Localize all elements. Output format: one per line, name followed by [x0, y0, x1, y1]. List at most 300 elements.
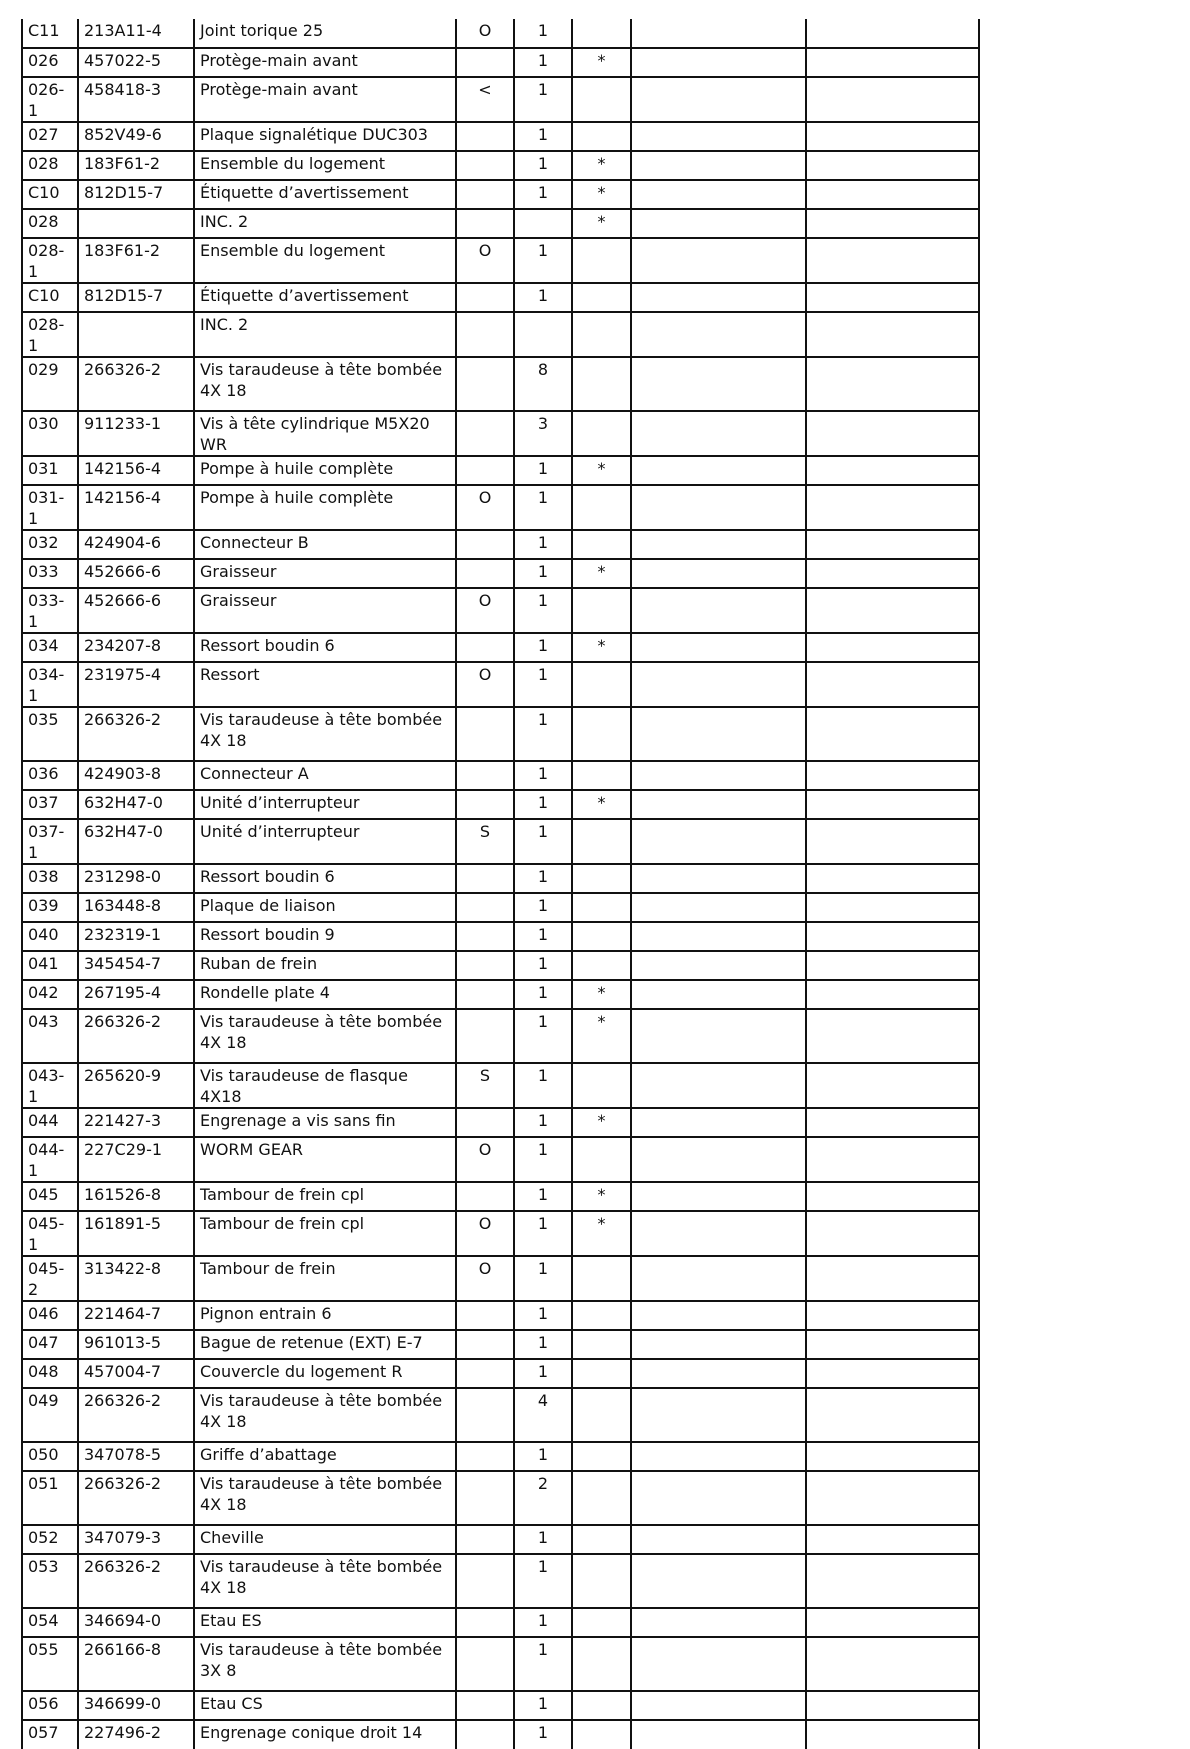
- part-number-cell: 812D15-7: [78, 180, 194, 209]
- note-cell: [456, 456, 514, 485]
- flag-cell: [572, 1330, 631, 1359]
- table-row: [22, 761, 979, 790]
- flag-cell: [572, 1720, 631, 1749]
- table-row: [22, 588, 979, 633]
- item-code-cell: 045-1: [22, 1211, 78, 1256]
- empty-cell: [631, 180, 806, 209]
- item-code-cell: 028-1: [22, 312, 78, 357]
- item-code-cell: 049: [22, 1388, 78, 1442]
- part-number-cell: 266326-2: [78, 1471, 194, 1525]
- item-code-cell: 051: [22, 1471, 78, 1525]
- empty-cell: [631, 588, 806, 633]
- note-cell: [456, 1330, 514, 1359]
- item-code-cell: 053: [22, 1554, 78, 1608]
- flag-cell: *: [572, 456, 631, 485]
- item-code-cell: 042: [22, 980, 78, 1009]
- empty-cell: [631, 1608, 806, 1637]
- flag-cell: [572, 1063, 631, 1108]
- table-row: [22, 1359, 979, 1388]
- quantity-cell: 1: [514, 922, 572, 951]
- description-cell: Griffe d’abattage: [194, 1442, 456, 1471]
- part-number-cell: 457004-7: [78, 1359, 194, 1388]
- description-cell: Plaque de liaison: [194, 893, 456, 922]
- item-code-cell: 047: [22, 1330, 78, 1359]
- item-code-cell: 030: [22, 411, 78, 456]
- empty-cell: [631, 122, 806, 151]
- empty-cell: [806, 530, 979, 559]
- note-cell: <: [456, 77, 514, 122]
- empty-cell: [631, 1108, 806, 1137]
- empty-cell: [806, 1608, 979, 1637]
- item-code-cell: 045-2: [22, 1256, 78, 1301]
- quantity-cell: 1: [514, 151, 572, 180]
- note-cell: [456, 411, 514, 456]
- part-number-cell: 266326-2: [78, 1388, 194, 1442]
- quantity-cell: 8: [514, 357, 572, 411]
- quantity-cell: 1: [514, 1637, 572, 1691]
- flag-cell: [572, 893, 631, 922]
- flag-cell: *: [572, 48, 631, 77]
- part-number-cell: 266326-2: [78, 357, 194, 411]
- quantity-cell: 1: [514, 1256, 572, 1301]
- item-code-cell: 044: [22, 1108, 78, 1137]
- empty-cell: [806, 790, 979, 819]
- empty-cell: [631, 951, 806, 980]
- table-row: [22, 1525, 979, 1554]
- note-cell: [456, 1691, 514, 1720]
- note-cell: [456, 790, 514, 819]
- part-number-cell: 632H47-0: [78, 819, 194, 864]
- item-code-cell: 027: [22, 122, 78, 151]
- empty-cell: [806, 864, 979, 893]
- empty-cell: [806, 48, 979, 77]
- note-cell: O: [456, 1256, 514, 1301]
- note-cell: [456, 209, 514, 238]
- part-number-cell: 213A11-4: [78, 19, 194, 48]
- note-cell: S: [456, 819, 514, 864]
- note-cell: [456, 1525, 514, 1554]
- description-cell: Vis taraudeuse à tête bombée 4X 18: [194, 1554, 456, 1608]
- description-cell: WORM GEAR: [194, 1137, 456, 1182]
- item-code-cell: C10: [22, 180, 78, 209]
- item-code-cell: 054: [22, 1608, 78, 1637]
- table-row: [22, 48, 979, 77]
- flag-cell: [572, 1301, 631, 1330]
- item-code-cell: 028-1: [22, 238, 78, 283]
- flag-cell: [572, 707, 631, 761]
- table-row: [22, 1137, 979, 1182]
- empty-cell: [806, 1471, 979, 1525]
- description-cell: Plaque signalétique DUC303: [194, 122, 456, 151]
- flag-cell: [572, 1471, 631, 1525]
- description-cell: Étiquette d’avertissement: [194, 283, 456, 312]
- part-number-cell: 142156-4: [78, 485, 194, 530]
- quantity-cell: 4: [514, 1388, 572, 1442]
- empty-cell: [806, 1301, 979, 1330]
- quantity-cell: 1: [514, 77, 572, 122]
- note-cell: O: [456, 588, 514, 633]
- item-code-cell: 048: [22, 1359, 78, 1388]
- empty-cell: [631, 1330, 806, 1359]
- table-row: [22, 819, 979, 864]
- table-row: [22, 790, 979, 819]
- part-number-cell: 221427-3: [78, 1108, 194, 1137]
- quantity-cell: 1: [514, 283, 572, 312]
- item-code-cell: 034-1: [22, 662, 78, 707]
- flag-cell: [572, 312, 631, 357]
- description-cell: Etau CS: [194, 1691, 456, 1720]
- item-code-cell: 026: [22, 48, 78, 77]
- description-cell: Ressort: [194, 662, 456, 707]
- part-number-cell: 231298-0: [78, 864, 194, 893]
- description-cell: Vis à tête cylindrique M5X20 WR: [194, 411, 456, 456]
- item-code-cell: 035: [22, 707, 78, 761]
- empty-cell: [631, 864, 806, 893]
- part-number-cell: 852V49-6: [78, 122, 194, 151]
- description-cell: Vis taraudeuse à tête bombée 4X 18: [194, 707, 456, 761]
- item-code-cell: 039: [22, 893, 78, 922]
- note-cell: [456, 864, 514, 893]
- empty-cell: [631, 312, 806, 357]
- part-number-cell: 452666-6: [78, 588, 194, 633]
- empty-cell: [631, 151, 806, 180]
- part-number-cell: 347079-3: [78, 1525, 194, 1554]
- note-cell: S: [456, 1063, 514, 1108]
- part-number-cell: 221464-7: [78, 1301, 194, 1330]
- empty-cell: [806, 1691, 979, 1720]
- description-cell: Ressort boudin 6: [194, 633, 456, 662]
- parts-table: [21, 19, 980, 1749]
- quantity-cell: 1: [514, 1137, 572, 1182]
- quantity-cell: 1: [514, 559, 572, 588]
- quantity-cell: 1: [514, 122, 572, 151]
- empty-cell: [806, 180, 979, 209]
- flag-cell: [572, 19, 631, 48]
- description-cell: Tambour de frein: [194, 1256, 456, 1301]
- empty-cell: [631, 1359, 806, 1388]
- table-row: [22, 893, 979, 922]
- note-cell: [456, 1388, 514, 1442]
- note-cell: [456, 1301, 514, 1330]
- quantity-cell: 1: [514, 456, 572, 485]
- description-cell: Graisseur: [194, 588, 456, 633]
- note-cell: [456, 1471, 514, 1525]
- parts-list-page: [21, 19, 980, 1749]
- flag-cell: *: [572, 1108, 631, 1137]
- description-cell: Engrenage conique droit 14: [194, 1720, 456, 1749]
- note-cell: O: [456, 19, 514, 48]
- table-row: [22, 1442, 979, 1471]
- quantity-cell: 1: [514, 1330, 572, 1359]
- flag-cell: *: [572, 180, 631, 209]
- empty-cell: [631, 893, 806, 922]
- quantity-cell: [514, 312, 572, 357]
- parts-table-body: [22, 19, 979, 1749]
- part-number-cell: 347078-5: [78, 1442, 194, 1471]
- part-number-cell: 346694-0: [78, 1608, 194, 1637]
- table-row: [22, 19, 979, 48]
- part-number-cell: 457022-5: [78, 48, 194, 77]
- part-number-cell: 961013-5: [78, 1330, 194, 1359]
- item-code-cell: 031-1: [22, 485, 78, 530]
- item-code-cell: 028: [22, 151, 78, 180]
- part-number-cell: 424904-6: [78, 530, 194, 559]
- item-code-cell: 028: [22, 209, 78, 238]
- description-cell: Joint torique 25: [194, 19, 456, 48]
- table-row: [22, 1720, 979, 1749]
- flag-cell: [572, 1359, 631, 1388]
- quantity-cell: 1: [514, 1525, 572, 1554]
- part-number-cell: [78, 209, 194, 238]
- note-cell: [456, 633, 514, 662]
- empty-cell: [806, 707, 979, 761]
- empty-cell: [806, 922, 979, 951]
- part-number-cell: 313422-8: [78, 1256, 194, 1301]
- empty-cell: [806, 19, 979, 48]
- item-code-cell: 056: [22, 1691, 78, 1720]
- quantity-cell: 1: [514, 790, 572, 819]
- part-number-cell: 232319-1: [78, 922, 194, 951]
- note-cell: [456, 1554, 514, 1608]
- table-row: [22, 357, 979, 411]
- item-code-cell: 052: [22, 1525, 78, 1554]
- part-number-cell: [78, 312, 194, 357]
- note-cell: [456, 122, 514, 151]
- item-code-cell: 043: [22, 1009, 78, 1063]
- flag-cell: [572, 662, 631, 707]
- quantity-cell: 1: [514, 238, 572, 283]
- empty-cell: [806, 1720, 979, 1749]
- description-cell: Protège-main avant: [194, 48, 456, 77]
- description-cell: Étiquette d’avertissement: [194, 180, 456, 209]
- quantity-cell: 3: [514, 411, 572, 456]
- item-code-cell: 041: [22, 951, 78, 980]
- table-row: [22, 922, 979, 951]
- table-row: [22, 1554, 979, 1608]
- empty-cell: [631, 761, 806, 790]
- note-cell: [456, 48, 514, 77]
- item-code-cell: C10: [22, 283, 78, 312]
- empty-cell: [631, 1211, 806, 1256]
- description-cell: Vis taraudeuse à tête bombée 4X 18: [194, 1388, 456, 1442]
- flag-cell: *: [572, 790, 631, 819]
- table-row: [22, 1301, 979, 1330]
- empty-cell: [631, 1691, 806, 1720]
- empty-cell: [806, 1330, 979, 1359]
- note-cell: O: [456, 1211, 514, 1256]
- table-row: [22, 485, 979, 530]
- empty-cell: [631, 1256, 806, 1301]
- table-row: [22, 1330, 979, 1359]
- empty-cell: [631, 1554, 806, 1608]
- note-cell: [456, 922, 514, 951]
- quantity-cell: 1: [514, 1691, 572, 1720]
- quantity-cell: 1: [514, 19, 572, 48]
- quantity-cell: 1: [514, 1211, 572, 1256]
- part-number-cell: 183F61-2: [78, 151, 194, 180]
- quantity-cell: 1: [514, 662, 572, 707]
- part-number-cell: 227496-2: [78, 1720, 194, 1749]
- empty-cell: [631, 485, 806, 530]
- empty-cell: [806, 1388, 979, 1442]
- empty-cell: [806, 456, 979, 485]
- part-number-cell: 266326-2: [78, 707, 194, 761]
- part-number-cell: 266326-2: [78, 1554, 194, 1608]
- empty-cell: [631, 1471, 806, 1525]
- flag-cell: [572, 1525, 631, 1554]
- description-cell: Vis taraudeuse à tête bombée 3X 8: [194, 1637, 456, 1691]
- note-cell: O: [456, 238, 514, 283]
- description-cell: Ruban de frein: [194, 951, 456, 980]
- table-row: [22, 1256, 979, 1301]
- empty-cell: [631, 1525, 806, 1554]
- description-cell: Pompe à huile complète: [194, 485, 456, 530]
- description-cell: Cheville: [194, 1525, 456, 1554]
- description-cell: Graisseur: [194, 559, 456, 588]
- table-row: [22, 559, 979, 588]
- empty-cell: [806, 1256, 979, 1301]
- table-row: [22, 1211, 979, 1256]
- quantity-cell: 1: [514, 1301, 572, 1330]
- flag-cell: [572, 122, 631, 151]
- description-cell: INC. 2: [194, 312, 456, 357]
- flag-cell: *: [572, 980, 631, 1009]
- empty-cell: [631, 357, 806, 411]
- quantity-cell: 1: [514, 1442, 572, 1471]
- part-number-cell: 266166-8: [78, 1637, 194, 1691]
- description-cell: Connecteur A: [194, 761, 456, 790]
- flag-cell: [572, 1442, 631, 1471]
- flag-cell: *: [572, 1009, 631, 1063]
- empty-cell: [806, 209, 979, 238]
- description-cell: Vis taraudeuse à tête bombée 4X 18: [194, 1009, 456, 1063]
- quantity-cell: 1: [514, 1182, 572, 1211]
- empty-cell: [806, 1442, 979, 1471]
- empty-cell: [806, 1525, 979, 1554]
- part-number-cell: 812D15-7: [78, 283, 194, 312]
- empty-cell: [806, 357, 979, 411]
- empty-cell: [806, 819, 979, 864]
- empty-cell: [631, 1388, 806, 1442]
- note-cell: [456, 1182, 514, 1211]
- empty-cell: [631, 238, 806, 283]
- part-number-cell: 911233-1: [78, 411, 194, 456]
- quantity-cell: 1: [514, 530, 572, 559]
- empty-cell: [631, 1442, 806, 1471]
- flag-cell: [572, 238, 631, 283]
- flag-cell: [572, 951, 631, 980]
- description-cell: Ressort boudin 6: [194, 864, 456, 893]
- part-number-cell: 452666-6: [78, 559, 194, 588]
- empty-cell: [631, 48, 806, 77]
- description-cell: Tambour de frein cpl: [194, 1182, 456, 1211]
- empty-cell: [806, 1359, 979, 1388]
- quantity-cell: 1: [514, 1554, 572, 1608]
- quantity-cell: [514, 209, 572, 238]
- table-row: [22, 530, 979, 559]
- table-row: [22, 1182, 979, 1211]
- table-row: [22, 151, 979, 180]
- table-row: [22, 77, 979, 122]
- empty-cell: [631, 790, 806, 819]
- item-code-cell: 037: [22, 790, 78, 819]
- table-row: [22, 283, 979, 312]
- flag-cell: [572, 864, 631, 893]
- item-code-cell: 034: [22, 633, 78, 662]
- description-cell: Vis taraudeuse à tête bombée 4X 18: [194, 357, 456, 411]
- part-number-cell: 161891-5: [78, 1211, 194, 1256]
- table-row: [22, 180, 979, 209]
- description-cell: Engrenage a vis sans fin: [194, 1108, 456, 1137]
- flag-cell: [572, 1608, 631, 1637]
- table-row: [22, 1471, 979, 1525]
- note-cell: [456, 761, 514, 790]
- empty-cell: [806, 238, 979, 283]
- empty-cell: [631, 1137, 806, 1182]
- note-cell: [456, 707, 514, 761]
- item-code-cell: 043-1: [22, 1063, 78, 1108]
- flag-cell: [572, 1256, 631, 1301]
- flag-cell: [572, 1554, 631, 1608]
- description-cell: Ressort boudin 9: [194, 922, 456, 951]
- table-row: [22, 1108, 979, 1137]
- empty-cell: [806, 1182, 979, 1211]
- empty-cell: [631, 77, 806, 122]
- empty-cell: [806, 1554, 979, 1608]
- quantity-cell: 1: [514, 761, 572, 790]
- table-row: [22, 122, 979, 151]
- description-cell: Etau ES: [194, 1608, 456, 1637]
- quantity-cell: 1: [514, 48, 572, 77]
- note-cell: [456, 1108, 514, 1137]
- part-number-cell: 424903-8: [78, 761, 194, 790]
- empty-cell: [631, 707, 806, 761]
- note-cell: O: [456, 485, 514, 530]
- flag-cell: *: [572, 1211, 631, 1256]
- table-row: [22, 1388, 979, 1442]
- note-cell: [456, 312, 514, 357]
- quantity-cell: 1: [514, 707, 572, 761]
- empty-cell: [806, 485, 979, 530]
- empty-cell: [631, 1182, 806, 1211]
- empty-cell: [806, 77, 979, 122]
- table-row: [22, 980, 979, 1009]
- flag-cell: [572, 530, 631, 559]
- part-number-cell: 266326-2: [78, 1009, 194, 1063]
- empty-cell: [806, 1063, 979, 1108]
- part-number-cell: 227C29-1: [78, 1137, 194, 1182]
- table-row: [22, 1063, 979, 1108]
- empty-cell: [806, 283, 979, 312]
- item-code-cell: 044-1: [22, 1137, 78, 1182]
- empty-cell: [631, 411, 806, 456]
- flag-cell: [572, 485, 631, 530]
- empty-cell: [806, 312, 979, 357]
- empty-cell: [631, 1720, 806, 1749]
- part-number-cell: 346699-0: [78, 1691, 194, 1720]
- empty-cell: [631, 662, 806, 707]
- flag-cell: [572, 357, 631, 411]
- empty-cell: [631, 19, 806, 48]
- part-number-cell: 267195-4: [78, 980, 194, 1009]
- description-cell: Connecteur B: [194, 530, 456, 559]
- table-row: [22, 662, 979, 707]
- empty-cell: [806, 411, 979, 456]
- table-row: [22, 209, 979, 238]
- flag-cell: *: [572, 209, 631, 238]
- quantity-cell: 1: [514, 893, 572, 922]
- part-number-cell: 231975-4: [78, 662, 194, 707]
